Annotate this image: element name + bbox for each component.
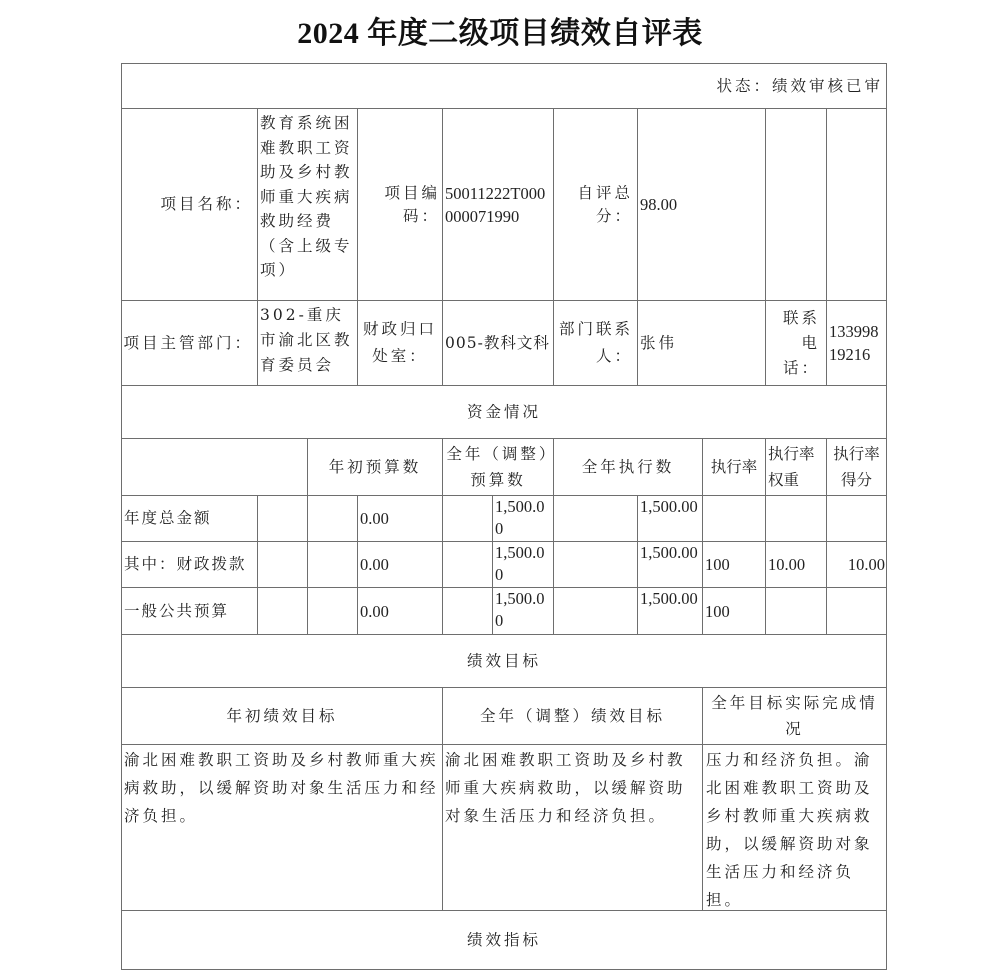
- funds-header-exec-rate: 执行率: [702, 438, 766, 496]
- empty-cell: [553, 495, 638, 542]
- phone-value: 13399819216: [826, 300, 887, 386]
- goals-actual-text: 压力和经济负担。渝北困难教职工资助及乡村教师重大疾病救助，以缓解资助对象生活压力和经济负担。: [702, 744, 887, 911]
- project-name-value: 教育系统困难教职工资助及乡村教师重大疾病救助经费（含上级专项）: [257, 108, 358, 301]
- empty-cell: [307, 541, 358, 588]
- contact-label: 部门联系人：: [553, 300, 638, 386]
- goals-header-initial: 年初绩效目标: [121, 687, 443, 745]
- funds-row-executed: 1,500.00: [637, 587, 703, 635]
- funds-row-exec-rate: 100: [702, 541, 766, 588]
- empty-cell: [553, 587, 638, 635]
- empty-cell: [442, 541, 493, 588]
- empty-cell: [307, 587, 358, 635]
- funds-header-executed: 全年执行数: [553, 438, 703, 496]
- empty-cell: [553, 541, 638, 588]
- funds-row-exec-rate: 100: [702, 587, 766, 635]
- empty-cell: [442, 587, 493, 635]
- funds-row-weight: [765, 495, 827, 542]
- empty-cell: [307, 495, 358, 542]
- self-score-label: 自评总分：: [553, 108, 638, 301]
- funds-row-executed: 1,500.00: [637, 541, 703, 588]
- funds-row-adjusted-budget: 1,500.00: [492, 495, 554, 542]
- funds-row-initial-budget: 0.00: [357, 495, 443, 542]
- dept-value: 302-重庆市渝北区教育委员会: [257, 300, 358, 386]
- funds-row-score: [826, 587, 887, 635]
- status-text: 状态：绩效审核已审: [716, 76, 883, 95]
- funds-header-exec-rate-weight: 执行率权重: [765, 438, 827, 496]
- funds-header-initial-budget: 年初预算数: [307, 438, 443, 496]
- empty-cell: [765, 108, 827, 301]
- finance-office-label: 财政归口处室：: [357, 300, 443, 386]
- indicators-section-title: 绩效指标: [121, 910, 887, 970]
- empty-cell: [257, 541, 308, 588]
- funds-row-adjusted-budget: 1,500.00: [492, 541, 554, 588]
- goals-initial-text: 渝北困难教职工资助及乡村教师重大疾病救助，以缓解资助对象生活压力和经济负担。: [121, 744, 443, 911]
- funds-row-score: 10.00: [826, 541, 887, 588]
- funds-row-label: 一般公共预算: [121, 587, 258, 635]
- empty-cell: [826, 108, 887, 301]
- goals-header-actual: 全年目标实际完成情况: [702, 687, 887, 745]
- funds-header-empty: [121, 438, 308, 496]
- project-name-label: 项目名称：: [121, 108, 258, 301]
- funds-row-executed: 1,500.00: [637, 495, 703, 542]
- funds-row-weight: [765, 587, 827, 635]
- self-score-value: 98.00: [637, 108, 766, 301]
- empty-cell: [257, 495, 308, 542]
- status-row: [121, 63, 887, 109]
- funds-header-exec-rate-score: 执行率得分: [826, 438, 887, 496]
- goals-header-adjusted: 全年（调整）绩效目标: [442, 687, 703, 745]
- funds-row-initial-budget: 0.00: [357, 541, 443, 588]
- page-title: 2024 年度二级项目绩效自评表: [297, 17, 703, 50]
- project-code-value: 50011222T000000071990: [442, 108, 554, 301]
- phone-label: 联系电话：: [765, 300, 827, 386]
- funds-row-adjusted-budget: 1,500.00: [492, 587, 554, 635]
- contact-value: 张伟: [637, 300, 766, 386]
- funds-section-title: 资金情况: [121, 385, 887, 439]
- funds-header-adjusted-budget: 全年（调整）预算数: [442, 438, 554, 496]
- empty-cell: [442, 495, 493, 542]
- funds-row-exec-rate: [702, 495, 766, 542]
- project-code-label: 项目编码：: [357, 108, 443, 301]
- goals-section-title: 绩效目标: [121, 634, 887, 688]
- empty-cell: [257, 587, 308, 635]
- funds-row-score: [826, 495, 887, 542]
- funds-row-weight: 10.00: [765, 541, 827, 588]
- dept-label: 项目主管部门：: [121, 300, 258, 386]
- funds-row-label: 年度总金额: [121, 495, 258, 542]
- finance-office-value: 005-教科文科: [442, 300, 554, 386]
- funds-row-label: 其中：财政拨款: [121, 541, 258, 588]
- goals-adjusted-text: 渝北困难教职工资助及乡村教师重大疾病救助，以缓解资助对象生活压力和经济负担。: [442, 744, 703, 911]
- funds-row-initial-budget: 0.00: [357, 587, 443, 635]
